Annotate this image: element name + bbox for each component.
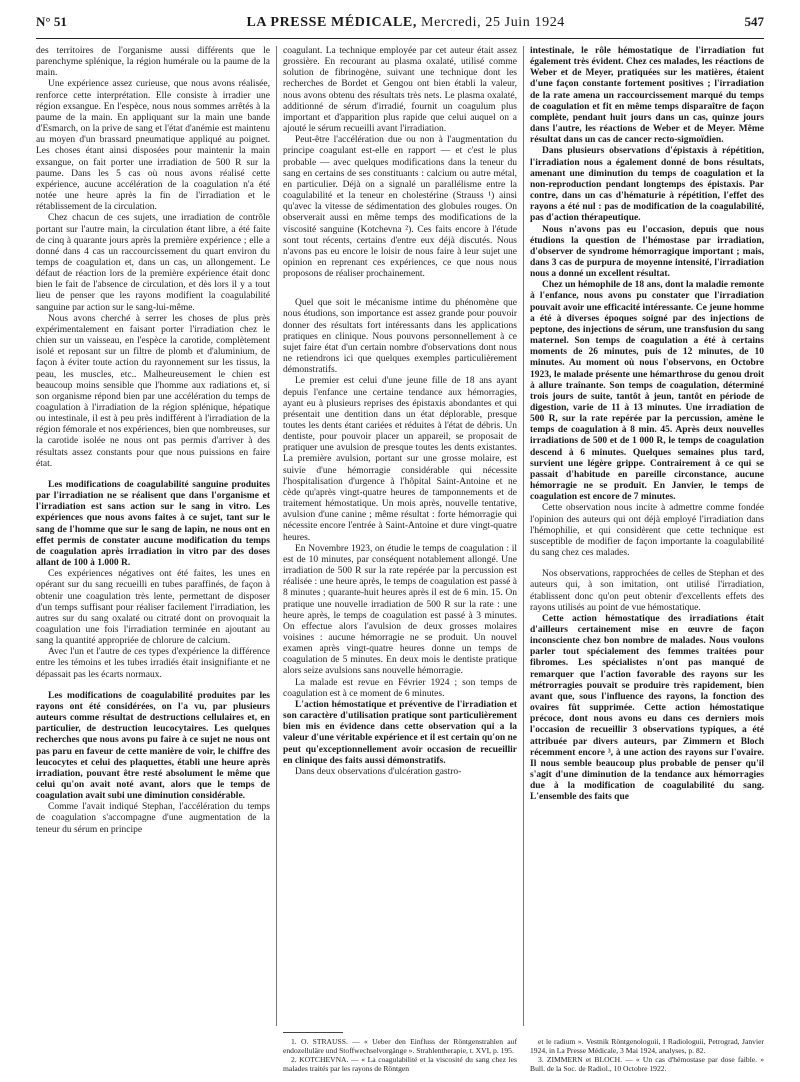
column-1: [36, 46, 270, 836]
paragraph: Chez chacun de ces sujets, une irradiation de contrôle portant sur l'autre main, la circulation étant libre, a été faite de cinq à quarante jours après la première expérience ; elle a donné dans 4 cas un raccourcissement du quart environ du temps de coagulation et, dans un cas, un allongement. Le défaut de réaction lors de la première expérience était donc bien le fait de l'absence de circulation, et dès lors il y a tout lieu de penser que les rayons modifient la coagulabilité sanguine par action sur le sang-lui-même.: [36, 213, 270, 313]
paragraph: Peut-être l'accélération due ou non à l'augmentation du principe coagulant est-elle en rapport — et c'est le plus probable — avec quelques modifications dans la teneur du sang en certains de ses constituants : calcium ou autre métal, en particulier. Déjà on a signalé un parallélisme entre la coagulabilité et la teneur en cholestérine (Strauss ¹) ainsi qu'avec la vitesse de sédimentation des globules rouges. On observerait aussi en même temps des modifications de la viscosité sanguine (Kotchevna ²). Ces faits encore à l'étude sont tout récents, certains d'entre eux déjà discutés. Nous n'avons pas eu encore le loisir de nous faire à leur sujet une opinion en reprenant ces expériences, ce que nous nous proposons de réaliser prochainement.: [283, 135, 517, 280]
column-3: [530, 46, 764, 803]
page-header: [36, 14, 764, 36]
footnote-rule: [283, 1032, 343, 1033]
issue-number: N° 51: [36, 14, 67, 29]
footnotes-column-3: [530, 1037, 764, 1073]
paragraph: Comme l'avait indiqué Stephan, l'accélération du temps de coagulation s'accompagne d'une augmentation de la teneur du sérum en principe: [36, 802, 270, 835]
paragraph: Le premier est celui d'une jeune fille de 18 ans ayant depuis l'enfance une certaine tendance aux hémorragies, ayant eu à plusieurs reprises des épistaxis abondantes et qui présentait une dentition dans un état déplorable, presque toutes les dents étant cariées et réduites à l'état de débris. Un dentiste, pour pouvoir placer un appareil, se proposait de pratiquer une avulsion de presque toutes les dents existantes. La première avulsion, portant sur une grosse molaire, est suivie d'une hémorragie considérable qui nécessite l'hospitalisation d'urgence à l'hôpital Saint-Antoine et ne cède qu'après vingt-quatre heures de tamponnements et de traitement hémostatique. Un mois après, nouvelle tentative, avulsion d'une canine ; même résultat : forte hémorragie qui nécessite encore l'entrée à Saint-Antoine et dure vingt-quatre heures.: [283, 376, 517, 543]
paragraph: Quel que soit le mécanisme intime du phénomène que nous étudions, son importance est assez grande pour pouvoir donner des résultats fort intéressants dans les applications pratiques en clinique. Nous pouvons personnellement à ce sujet faire état d'un certain nombre d'observations dont nous ne retiendrons ici que quelques exemples particulièrement démonstratifs.: [283, 298, 517, 376]
journal-title: LA PRESSE MÉDICALE,: [246, 15, 417, 30]
header-rule: [36, 38, 764, 39]
paragraph: Dans plusieurs observations d'épistaxis à répétition, l'irradiation nous a également donné de bons résultats, amenant une diminution du temps de coagulation et la non-reproduction pendant longtemps des épistaxis. Par contre, dans un cas d'hématurie à répétition, l'effet des rayons a été nul : pas de modification de la coagulabilité, pas d'action thérapeutique.: [530, 146, 764, 224]
masthead: [246, 15, 564, 31]
paragraph: coagulant. La technique employée par cet auteur était assez grossière. En recourant au plasma oxalaté, utilisé comme solution de fibrinogène, suivant une technique dont les recherches de Bordet et Gengou ont bien établi la valeur, nous avons obtenu des résultats très nets. Le plasma oxalaté, additionné de sérum d'irradié, fournit un coagulum plus important et d'apparition plus rapide que celui auquel on a ajouté le sérum recueilli avant l'irradiation.: [283, 46, 517, 135]
paragraph: Nous avons cherché à serrer les choses de plus près expérimentalement en faisant porter l'irradiation chez le chien sur un vaisseau, en l'espèce la carotide, complètement isolé et reposant sur un filtre de plomb et d'aluminium, de façon à éviter toute action du rayonnement sur les tissus, la peau, les muscles, etc.. Malheureusement le chien est beaucoup moins sensible que l'homme aux radiations et, si son organisme répond bien par une accélération du temps de coagulation à l'irradiation de la région splénique, hépatique ou intestinale, il est à peu près indifférent à l'irradiation de la région fémorale et nos expériences, bien que nombreuses, sur la carotide isolée ne nous ont pas permis d'arriver à des résultats assez constants pour que nous puissions en faire état.: [36, 313, 270, 469]
footnote: et le radium ». Vestnik Röntgenologuii, I Radiologuii, Petrograd, Janvier 1924, in La Presse Médicale, 3 Mai 1924, analyses, p. 82.: [530, 1037, 764, 1055]
paragraph: des territoires de l'organisme aussi différents que le parenchyme splénique, la région humérale ou la paume de la main.: [36, 46, 270, 79]
paragraph: Nous n'avons pas eu l'occasion, depuis que nous étudions la question de l'hémostase par irradiation, d'observer de syndrome hémorragique important ; mais, dans 3 cas de purpura de moyenne intensité, l'irradiation nous a donné un excellent résultat.: [530, 224, 764, 280]
paragraph: Cette action hémostatique des irradiations était d'ailleurs certainement mise en œuvre de façon inconsciente chez bon nombre de malades. Nous voulons parler tout spécialement des femmes traitées pour fibromes. Les spécialistes n'ont pas manqué de remarquer que l'action favorable des rayons sur les métrorragies pouvait se produire très rapidement, bien avant que, sous l'influence des rayons, la fonction des ovaires fût supprimée. Cette action hémostatique précoce, dont nous avons eu dans ces derniers mois l'occasion de recueillir 3 observations typiques, a été attribuée par divers auteurs, par Zimmern et Bloch récemment encore ³, à une action des rayons sur l'ovaire. Il nous semble beaucoup plus probable de penser qu'il s'agit d'une diminution de la tendance aux hémorragies due à la modification de coagulabilité du sang. L'ensemble des faits que: [530, 613, 764, 803]
paragraph: Avec l'un et l'autre de ces types d'expérience la différence entre les témoins et les tubes irradiés était insignifiante et ne dépassait pas les écarts normaux.: [36, 647, 270, 680]
paragraph: En Novembre 1923, on étudie le temps de coagulation : il est de 10 minutes, par conséquent notablement allongé. Une irradiation de 500 R sur la rate repérée par la percussion est réalisée : une heure après, le temps de coagulation est passé à 8 minutes ; quarante-huit heures après il est de 6 min. 15. On pratique une nouvelle irradiation de 500 R sur la rate : une heure après, le temps de coagulation est passé à 3 minutes. On effectue alors l'avulsion de deux grosses molaires voisines : aucune hémorragie ne se produit. Un nouvel examen après vingt-quatre heures donne un temps de coagulation de 5 minutes. En deux mois le dentiste pratique alors seize avulsions sans nouvelle hémorragie.: [283, 543, 517, 677]
paragraph: La malade est revue en Février 1924 ; son temps de coagulation est à ce moment de 6 minutes.: [283, 677, 517, 699]
paragraph: Les modifications de coagulabilité produites par les rayons ont été considérées, on l'a vu, par plusieurs auteurs comme résultat de destructions cellulaires et, en particulier, de destruction leucocytaires. Les quelques recherches que nous avons pu faire à ce sujet ne nous ont pas paru en faveur de cette manière de voir, le chiffre des leucocytes et celui des plaquettes, établi une heure après irradiation, pouvant être resté absolument le même que celui qu'on avait noté avant, alors que le temps de coagulation avait subi une diminution considérable.: [36, 690, 270, 802]
paragraph: Dans deux observations d'ulcération gastro-: [295, 766, 462, 777]
page-number: 547: [744, 14, 764, 29]
column-2: [283, 46, 517, 778]
column-divider: [523, 46, 524, 1026]
column-divider: [276, 46, 277, 1026]
paragraph: Les modifications de coagulabilité sanguine produites par l'irradiation ne se réalisent que dans l'organisme et l'irradiation est sans action sur le sang in vitro. Les expériences que nous avons faites à ce sujet, tant sur le sang de l'homme que sur le sang de lapin, ne nous ont en effet permis de constater aucune modification du temps de coagulation après irradiation in vitro par des doses allant de 100 à 1.000 R.: [36, 479, 270, 569]
footnote: 2. KOTCHEVNA. — « La coagulabilité et la viscosité du sang chez les malades traités par les rayons de Röntgen: [283, 1055, 517, 1073]
footnotes-column-2: [283, 1037, 517, 1073]
paragraph: L'action hémostatique et préventive de l'irradiation et son caractère d'utilisation pratique sont particulièrement bien mis en évidence dans cette observation qui a la valeur d'une véritable expérience et il est certain qu'on ne peut qu'exceptionnellement avoir occasion de recueillir en clinique des faits aussi démonstratifs.: [283, 699, 517, 766]
paragraph: Nos observations, rapprochées de celles de Stephan et des auteurs qui, à son imitation, ont utilisé l'irradiation, établissent donc qu'on peut obtenir d'excellents effets des rayons utilisés au point de vue hémostatique.: [530, 569, 764, 613]
footnote: 1. O. STRAUSS. — « Ueber den Einfluss der Röntgenstrahlen auf endozelluläre und Stoffwechselvorgänge ». Strahlentherapie, t. XVI, p. 195.: [283, 1037, 517, 1055]
issue-date: Mercredi, 25 Juin 1924: [421, 15, 565, 30]
footnote: 3. ZIMMERN et BLOCH. — « Un cas d'hémostase par dose faible. » Bull. de la Soc. de Radiol., 10 Octobre 1922.: [530, 1055, 764, 1073]
paragraph: Chez un hémophile de 18 ans, dont la maladie remonte à l'enfance, nous avons pu constater que l'irradiation pouvait avoir une efficacité intéressante. Ce jeune homme a été à diverses époques soigné par des injections de peptone, des injections de sérum, une transfusion du sang maternel. Son temps de coagulation a été à certains moments de 26 minutes, puis de 12 minutes, de 10 minutes. Au moment où nous l'observons, en Octobre 1923, le malade présente une hémarthrose du genou droit à allure traînante. Son temps de coagulation, déterminé trois jours de suite, tantôt à jeun, tantôt en période de digestion, varie de 11 à 13 minutes. Une irradiation de 500 R, sur la rate repérée par la percussion, amène le temps de coagulation à 8 min. 45. Après deux nouvelles irradiations de 500 et de 1 000 R, le temps de coagulation descend à 6 minutes. Quelques semaines plus tard, survient une légère grippe. Contrairement à ce qui se passait d'habitude en pareille circonstance, aucune hémorragie ne se produit. En Janvier, le temps de coagulation est encore de 7 minutes.: [530, 280, 764, 503]
paragraph: intestinale, le rôle hémostatique de l'irradiation fut également très évident. Chez ces malades, les réactions de Weber et de Meyer, pratiquées sur les matières, étaient d'une façon constante fortement positives ; l'irradiation de la rate amena un raccourcissement marqué du temps de coagulation et fit en même temps disparaître de façon complète, pendant huit jours dans un cas, quinze jours dans l'autre, les réactions de Weber et de Meyer. Même résultat dans un cas de cancer recto-sigmoïdien.: [530, 46, 764, 146]
paragraph: Ces expériences négatives ont été faites, les unes en opérant sur du sang recueilli en tubes paraffinés, de façon à obtenir une coagulation très lente, permettant de disposer d'un temps suffisant pour réaliser facilement l'irradiation, les autres sur du sang oxalaté ou citraté dont on provoquait la coagulation une fois l'irradiation terminée en ajoutant au sang la quantité appropriée de chlorure de calcium.: [36, 569, 270, 647]
paragraph: Une expérience assez curieuse, que nous avons réalisée, renforce cette interprétation. Elle consiste à irradier une région exsangue. En l'espèce, nous nous sommes arrêtés à la paume de la main. En appliquant sur la main une bande d'Esmarch, on la prive de sang et l'état d'anémie est maintenu au moyen d'un brassard pneumatique appliqué au poignet. Les choses étant ainsi disposées pour maintenir la main exsangue, on fait porter une irradiation de 500 R sur la paume. Dans les 5 cas où nous avons réalisé cette expérience, aucune accélération de la coagulation n'a été notée une heure après la fin de l'irradiation et le rétablissement de la circulation.: [36, 79, 270, 213]
paragraph: Cette observation nous incite à admettre comme fondée l'opinion des auteurs qui ont déjà employé l'irradiation dans l'hémophilie, et qui considèrent que cette technique est susceptible de modifier de façon importante la coagulabilité du sang chez ces malades.: [530, 503, 764, 559]
